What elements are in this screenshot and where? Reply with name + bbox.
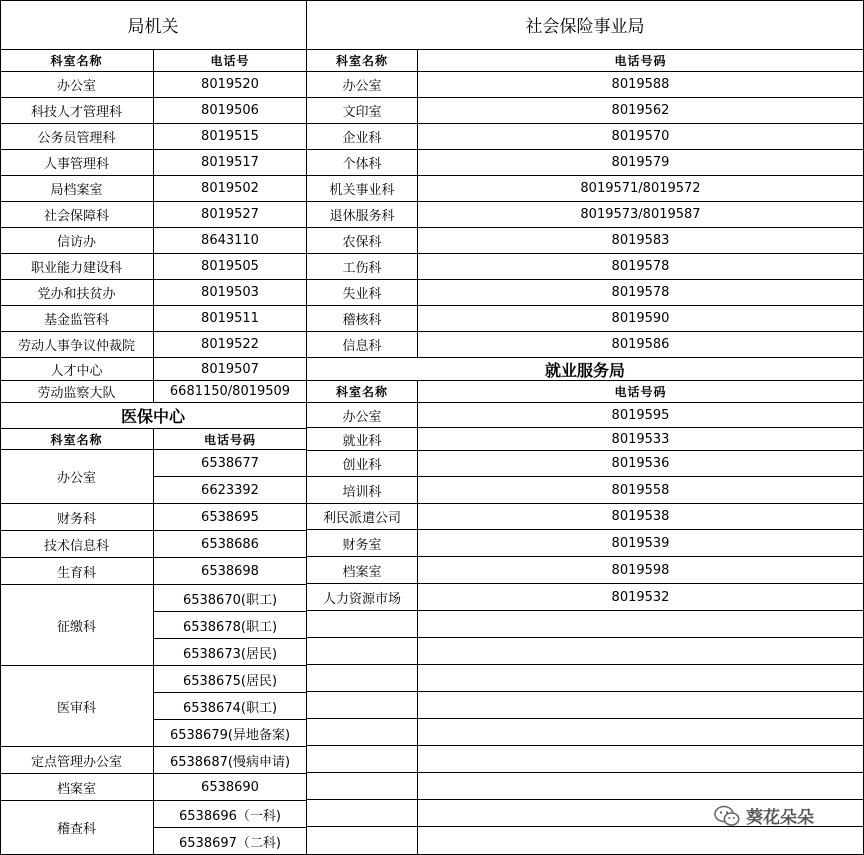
- social-dept-name: 企业科: [307, 124, 418, 150]
- medical-phone: 6623392: [154, 477, 307, 504]
- bureau-dept-name: 人事管理科: [0, 150, 154, 176]
- employment-phone: 8019598: [418, 557, 864, 584]
- social-phone: 8019571/8019572: [418, 176, 864, 202]
- medical-phone: 6538670(职工): [154, 585, 307, 612]
- empty-cell: [307, 719, 418, 746]
- employment-header-phone: 电话号码: [418, 381, 864, 403]
- medical-dept-name: 技术信息科: [0, 531, 154, 558]
- social-header-dept: 科室名称: [307, 50, 418, 72]
- employment-phone: 8019533: [418, 428, 864, 451]
- employment-dept-name: 创业科: [307, 451, 418, 477]
- empty-cell: [418, 773, 864, 800]
- bureau-header-phone: 电话号: [154, 50, 307, 72]
- bureau-phone: 8019505: [154, 254, 307, 280]
- empty-cell: [307, 692, 418, 719]
- social-dept-name: 退休服务科: [307, 202, 418, 228]
- employment-dept-name: 办公室: [307, 403, 418, 428]
- section-title-bureau: 局机关: [0, 0, 307, 50]
- empty-cell: [307, 665, 418, 692]
- social-phone: 8019573/8019587: [418, 202, 864, 228]
- section-title-social-insurance: 社会保险事业局: [307, 0, 864, 50]
- social-phone: 8019578: [418, 280, 864, 306]
- medical-dept-name: 医审科: [0, 666, 154, 747]
- medical-phone: 6538687(慢病申请): [154, 747, 307, 774]
- empty-cell: [418, 692, 864, 719]
- medical-phone: 6538686: [154, 531, 307, 558]
- bureau-dept-name: 党办和扶贫办: [0, 280, 154, 306]
- social-dept-name: 文印室: [307, 98, 418, 124]
- social-dept-name: 失业科: [307, 280, 418, 306]
- medical-phone: 6538675(居民): [154, 666, 307, 693]
- social-phone: 8019583: [418, 228, 864, 254]
- social-phone: 8019586: [418, 332, 864, 358]
- employment-phone: 8019539: [418, 530, 864, 557]
- social-phone: 8019590: [418, 306, 864, 332]
- empty-cell: [307, 746, 418, 773]
- social-dept-name: 农保科: [307, 228, 418, 254]
- employment-dept-name: 档案室: [307, 557, 418, 584]
- empty-cell: [418, 638, 864, 665]
- medical-phone: 6538679(异地备案): [154, 720, 307, 747]
- social-dept-name: 办公室: [307, 72, 418, 98]
- medical-phone: 6538673(居民): [154, 639, 307, 666]
- bureau-phone: 8643110: [154, 228, 307, 254]
- social-dept-name: 信息科: [307, 332, 418, 358]
- bureau-phone: 8019503: [154, 280, 307, 306]
- empty-cell: [307, 638, 418, 665]
- social-header-phone: 电话号码: [418, 50, 864, 72]
- watermark: [714, 803, 814, 828]
- bureau-phone: 8019517: [154, 150, 307, 176]
- empty-cell: [418, 611, 864, 638]
- employment-phone: 8019558: [418, 477, 864, 504]
- employment-dept-name: 财务室: [307, 530, 418, 557]
- bureau-phone: 8019511: [154, 306, 307, 332]
- empty-cell: [307, 611, 418, 638]
- medical-phone: 6538690: [154, 774, 307, 801]
- medical-dept-name: 征缴科: [0, 585, 154, 666]
- medical-dept-name: 档案室: [0, 774, 154, 801]
- medical-phone: 6538697（二科): [154, 828, 307, 855]
- employment-header-dept: 科室名称: [307, 381, 418, 403]
- employment-phone: 8019538: [418, 504, 864, 530]
- social-dept-name: 工伤科: [307, 254, 418, 280]
- medical-phone: 6538674(职工): [154, 693, 307, 720]
- bureau-dept-name: 职业能力建设科: [0, 254, 154, 280]
- section-title-employment: 就业服务局: [307, 358, 864, 381]
- medical-dept-name: 办公室: [0, 450, 154, 504]
- medical-dept-name: 定点管理办公室: [0, 747, 154, 774]
- bureau-dept-name: 公务员管理科: [0, 124, 154, 150]
- section-title-medical: 医保中心: [0, 403, 307, 429]
- bureau-phone: 8019502: [154, 176, 307, 202]
- medical-header-phone: 电话号码: [154, 429, 307, 450]
- social-phone: 8019562: [418, 98, 864, 124]
- bureau-phone: 8019507: [154, 358, 307, 381]
- bureau-dept-name: 社会保障科: [0, 202, 154, 228]
- employment-dept-name: 人力资源市场: [307, 584, 418, 611]
- employment-phone: 8019536: [418, 451, 864, 477]
- bureau-phone: 8019522: [154, 332, 307, 358]
- social-phone: 8019578: [418, 254, 864, 280]
- medical-dept-name: 生育科: [0, 558, 154, 585]
- bureau-header-dept: 科室名称: [0, 50, 154, 72]
- bureau-phone: 8019515: [154, 124, 307, 150]
- bureau-dept-name: 办公室: [0, 72, 154, 98]
- bureau-phone: 8019520: [154, 72, 307, 98]
- empty-cell: [418, 827, 864, 855]
- bureau-phone: 8019527: [154, 202, 307, 228]
- medical-dept-name: 稽查科: [0, 801, 154, 855]
- bureau-dept-name: 劳动人事争议仲裁院: [0, 332, 154, 358]
- social-phone: 8019588: [418, 72, 864, 98]
- employment-dept-name: 就业科: [307, 428, 418, 451]
- wechat-icon: [714, 805, 740, 827]
- bureau-dept-name: 基金监管科: [0, 306, 154, 332]
- medical-phone: 6538698: [154, 558, 307, 585]
- bureau-dept-name: 科技人才管理科: [0, 98, 154, 124]
- bureau-dept-name: 人才中心: [0, 358, 154, 381]
- medical-dept-name: 财务科: [0, 504, 154, 531]
- social-phone: 8019570: [418, 124, 864, 150]
- bureau-dept-name: 劳动监察大队: [0, 381, 154, 403]
- social-phone: 8019579: [418, 150, 864, 176]
- bureau-phone: 6681150/8019509: [154, 381, 307, 403]
- medical-header-dept: 科室名称: [0, 429, 154, 450]
- empty-cell: [307, 800, 418, 827]
- medical-phone: 6538678(职工): [154, 612, 307, 639]
- medical-phone: 6538696（一科): [154, 801, 307, 828]
- empty-cell: [418, 665, 864, 692]
- medical-phone: 6538695: [154, 504, 307, 531]
- empty-cell: [418, 719, 864, 746]
- social-dept-name: 个体科: [307, 150, 418, 176]
- employment-dept-name: 利民派遣公司: [307, 504, 418, 530]
- empty-cell: [307, 827, 418, 855]
- bureau-dept-name: 局档案室: [0, 176, 154, 202]
- employment-phone: 8019595: [418, 403, 864, 428]
- bureau-phone: 8019506: [154, 98, 307, 124]
- empty-cell: [418, 746, 864, 773]
- employment-dept-name: 培训科: [307, 477, 418, 504]
- empty-cell: [307, 773, 418, 800]
- bureau-dept-name: 信访办: [0, 228, 154, 254]
- social-dept-name: 稽核科: [307, 306, 418, 332]
- watermark-text: 葵花朵朵: [746, 808, 814, 828]
- employment-phone: 8019532: [418, 584, 864, 611]
- social-dept-name: 机关事业科: [307, 176, 418, 202]
- medical-phone: 6538677: [154, 450, 307, 477]
